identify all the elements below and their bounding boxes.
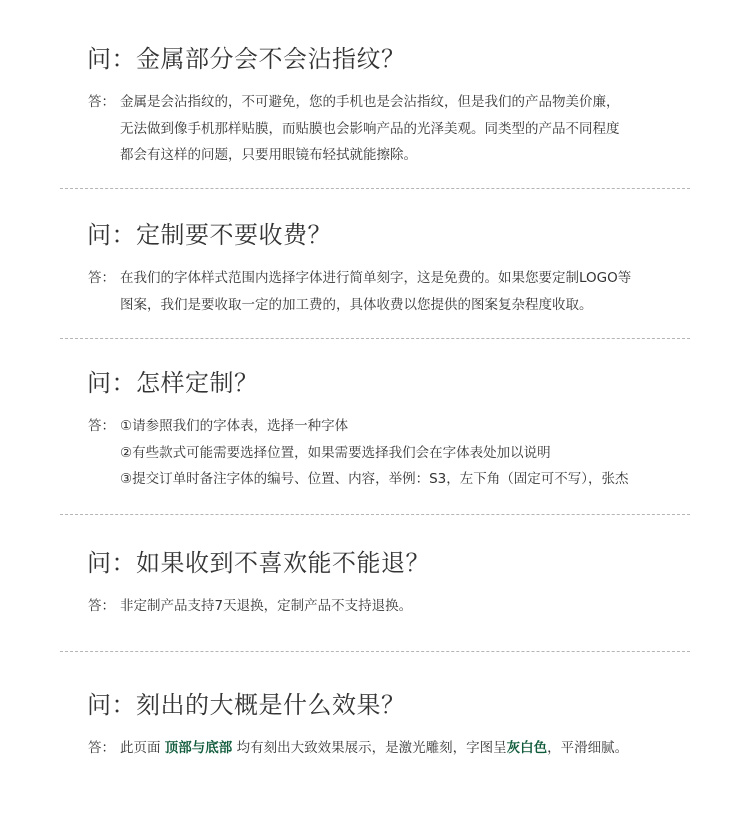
faq-question-5: 问：刻出的大概是什么效果？ <box>87 691 406 719</box>
answer-line: 都会有这样的问题，只要用眼镜布轻拭就能擦除。 <box>120 147 417 163</box>
answer-line: 图案，我们是要收取一定的加工费的，具体收费以您提供的图案复杂程度收取。 <box>120 296 593 313</box>
answer-line: 在我们的字体样式范围内选择字体进行简单刻字，这是免费的。如果您要定制LOGO等 <box>120 270 632 286</box>
faq-answer-3 <box>88 413 708 493</box>
faq-answer-1 <box>88 89 708 169</box>
answer-line: 非定制产品支持7天退换，定制产品不支持退换。 <box>120 598 413 614</box>
faq-question-2: 问：定制要不要收费？ <box>87 221 332 249</box>
answer-label: 答： <box>88 94 115 110</box>
answer-line: 金属是会沾指纹的，不可避免，您的手机也是会沾指纹，但是我们的产品物美价廉， <box>120 94 620 110</box>
faq-answer-5 <box>88 735 708 762</box>
answer-line: 无法做到像手机那样贴膜，而贴膜也会影响产品的光泽美观。同类型的产品不同程度 <box>120 120 620 137</box>
faq-question-1: 问：金属部分会不会沾指纹？ <box>87 45 406 73</box>
answer-line: ③提交订单时备注字体的编号、位置、内容，举例：S3，左下角（固定可不写），张杰 <box>120 471 629 487</box>
faq-answer-2 <box>88 265 708 318</box>
answer-label: 答： <box>88 270 115 286</box>
answer-line <box>120 735 708 762</box>
answer-line: ②有些款式可能需要选择位置，如果需要选择我们会在字体表处加以说明 <box>120 444 551 461</box>
answer-label: 答： <box>88 418 115 434</box>
answer-text: 均有刻出大致效果展示，是激光雕刻，字图呈 <box>232 740 507 756</box>
highlight-top-bottom: 顶部与底部 <box>164 740 233 756</box>
answer-text: ，平滑细腻。 <box>547 740 629 756</box>
faq-answer-4 <box>88 593 708 620</box>
highlight-color: 灰白色 <box>506 740 548 756</box>
answer-text: 此页面 <box>120 740 165 756</box>
section-divider <box>60 338 690 339</box>
faq-question-3: 问：怎样定制？ <box>87 369 259 397</box>
answer-label: 答： <box>88 598 115 614</box>
section-divider <box>60 188 690 189</box>
answer-line: ①请参照我们的字体表，选择一种字体 <box>120 418 349 434</box>
faq-question-4: 问：如果收到不喜欢能不能退？ <box>87 549 430 577</box>
answer-label: 答： <box>88 740 115 756</box>
section-divider <box>60 514 690 515</box>
section-divider <box>60 651 690 652</box>
